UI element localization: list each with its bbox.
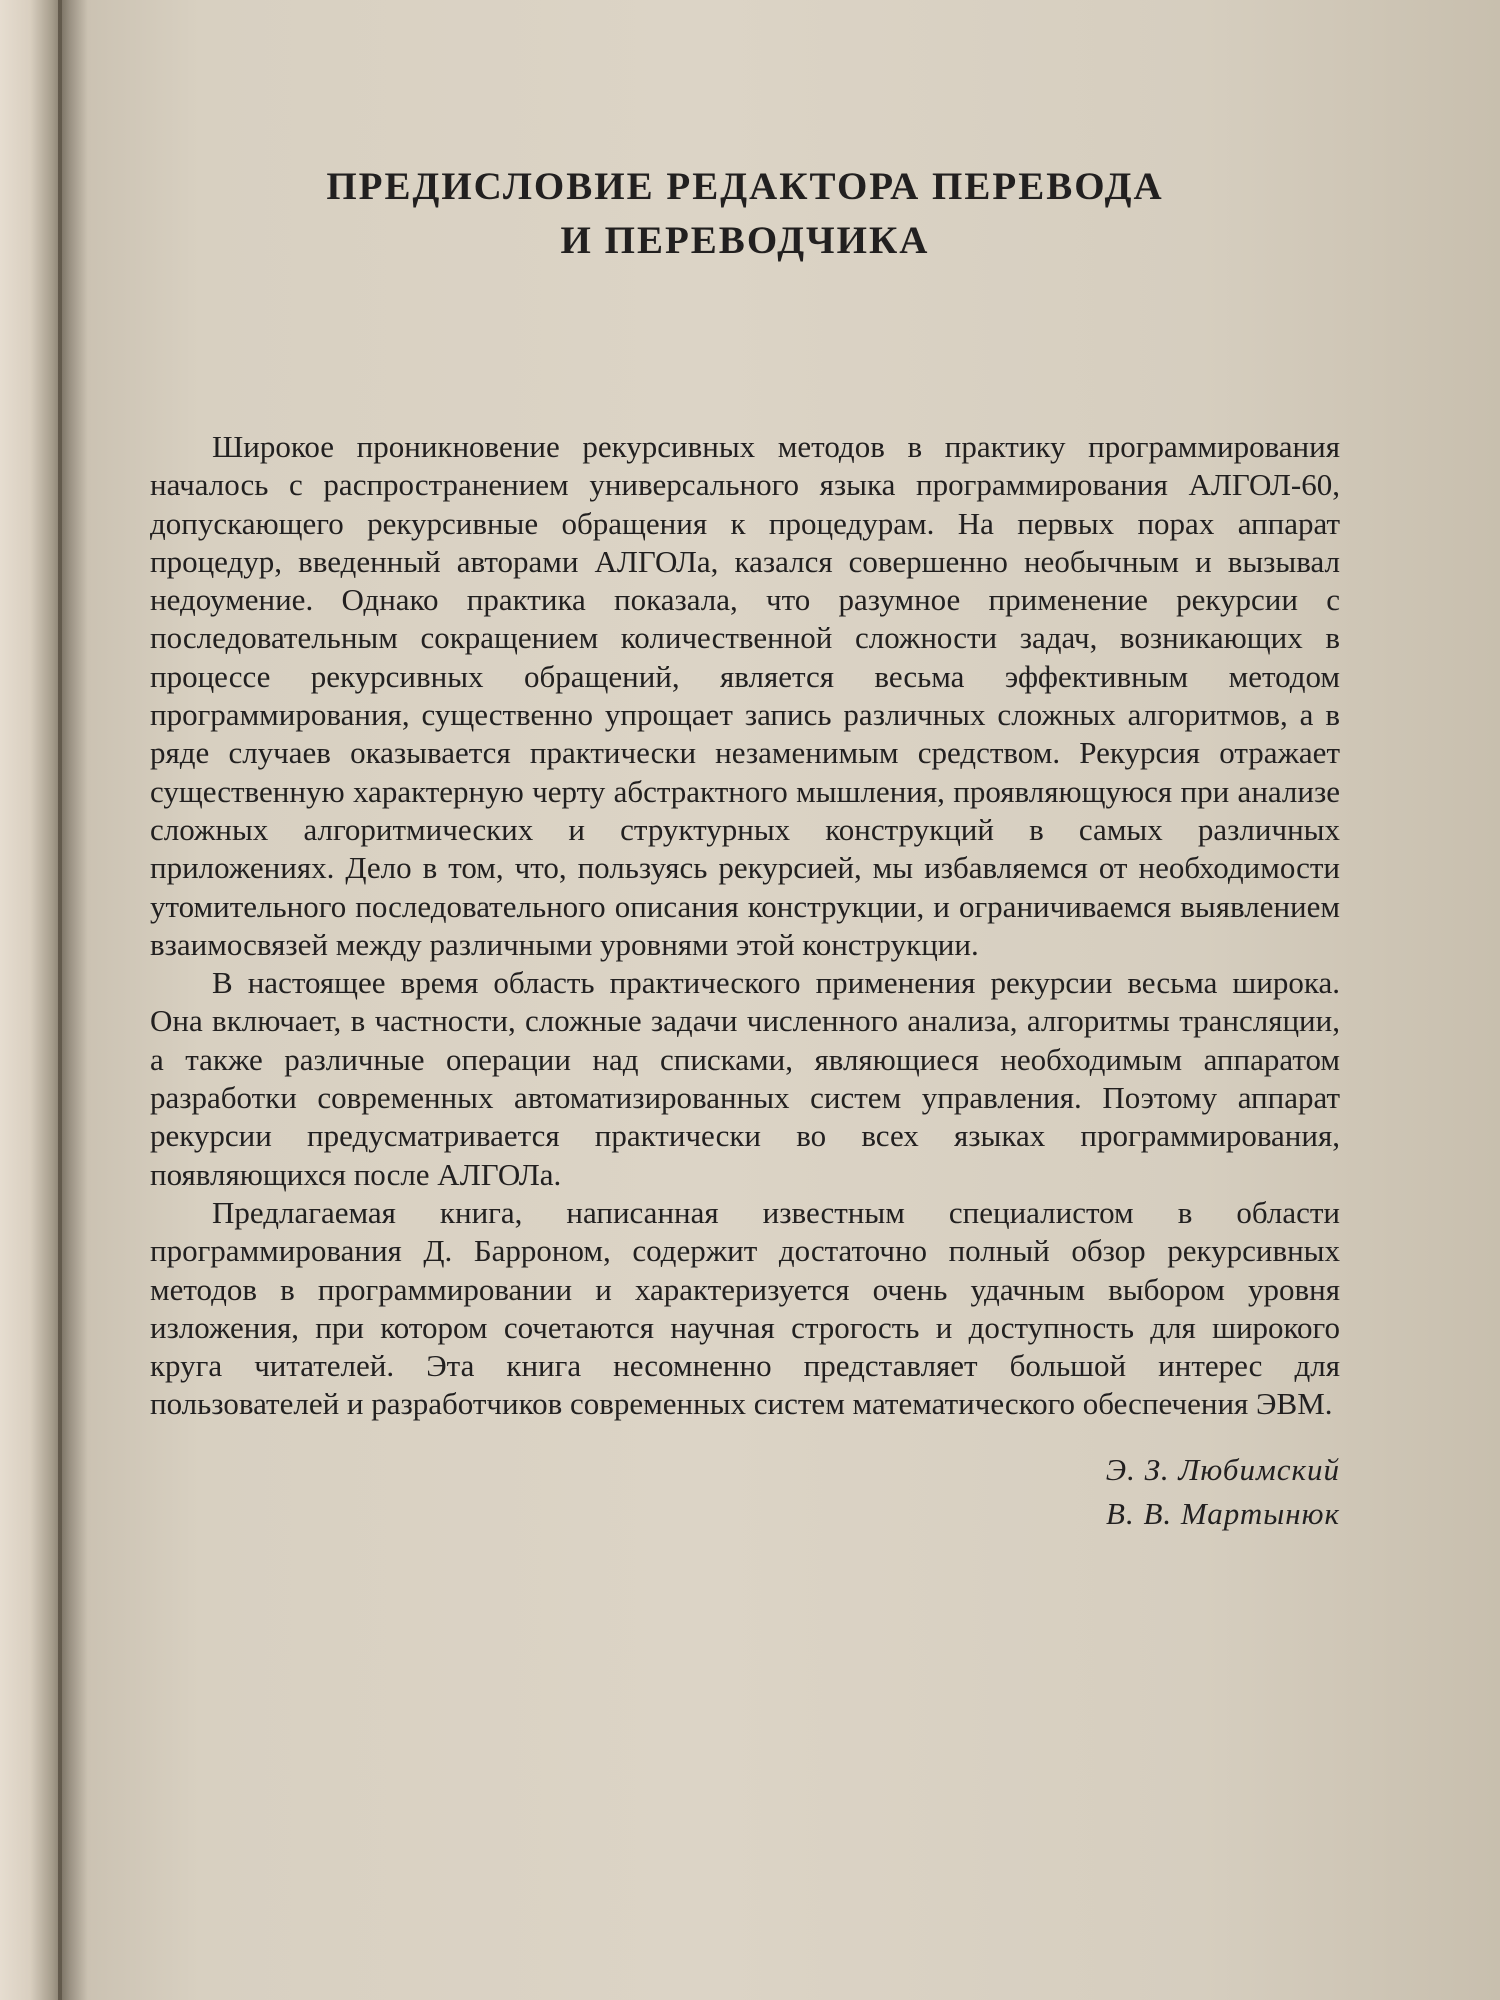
page-content — [150, 160, 1340, 1536]
signature-2: В. В. Мартынюк — [1106, 1495, 1340, 1531]
title-line-2: И ПЕРЕВОДЧИКА — [560, 219, 930, 262]
paragraph-3: Предлагаемая книга, написанная известным специалистом в области программирования Д. Барроном, содержит достаточно полный обзор рекурсивных методов в программировании и характеризуется очень удачным выбором уровня изложения, при котором сочетаются научная строгость и доступность для широкого круга читателей. Эта книга несомненно представляет большой интерес для пользователей и разработчиков современных систем математического обеспечения ЭВМ. — [150, 1194, 1340, 1422]
paragraph-1: Широкое проникновение рекурсивных методов в практику программирования началось с распространением универсального языка программирования АЛГОЛ-60, допускающего рекурсивные обращения к процедурам. На первых порах аппарат процедур, введенный авторами АЛГОЛа, казался совершенно необычным и вызывал недоумение. Однако практика показала, что разумное применение рекурсии с последовательным сокращением количественной сложности задач, возникающих в процессе рекурсивных обращений, является весьма эффективным методом программирования, существенно упрощает запись различных сложных алгоритмов, а в ряде случаев оказывается практически незаменимым средством. Рекурсия отражает существенную характерную черту абстрактного мышления, проявляющуюся при анализе сложных алгоритмических и структурных конструкций в самых различных приложениях. Дело в том, что, пользуясь рекурсией, мы избавляемся от необходимости утомительного последовательного описания конструкции, и ограничиваемся выявлением взаимосвязей между различными уровнями этой конструкции. — [150, 429, 1340, 962]
book-gutter-shadow — [58, 0, 88, 2000]
title-line-1: ПРЕДИСЛОВИЕ РЕДАКТОРА ПЕРЕВОДА — [326, 165, 1164, 208]
page-title — [150, 160, 1340, 268]
left-page-edge — [0, 0, 62, 2000]
signature-block — [150, 1448, 1340, 1536]
paragraph-2: В настоящее время область практического применения рекурсии весьма широка. Она включает, в частности, сложные задачи численного анализа, алгоритмы трансляции, а также различные операции над списками, являющиеся необходимым аппаратом разработки современных автоматизированных систем управления. Поэтому аппарат рекурсии предусматривается практически во всех языках программирования, появляющихся после АЛГОЛа. — [150, 965, 1340, 1192]
signature-1: Э. З. Любимский — [1105, 1451, 1340, 1487]
preface-body — [150, 428, 1340, 1424]
